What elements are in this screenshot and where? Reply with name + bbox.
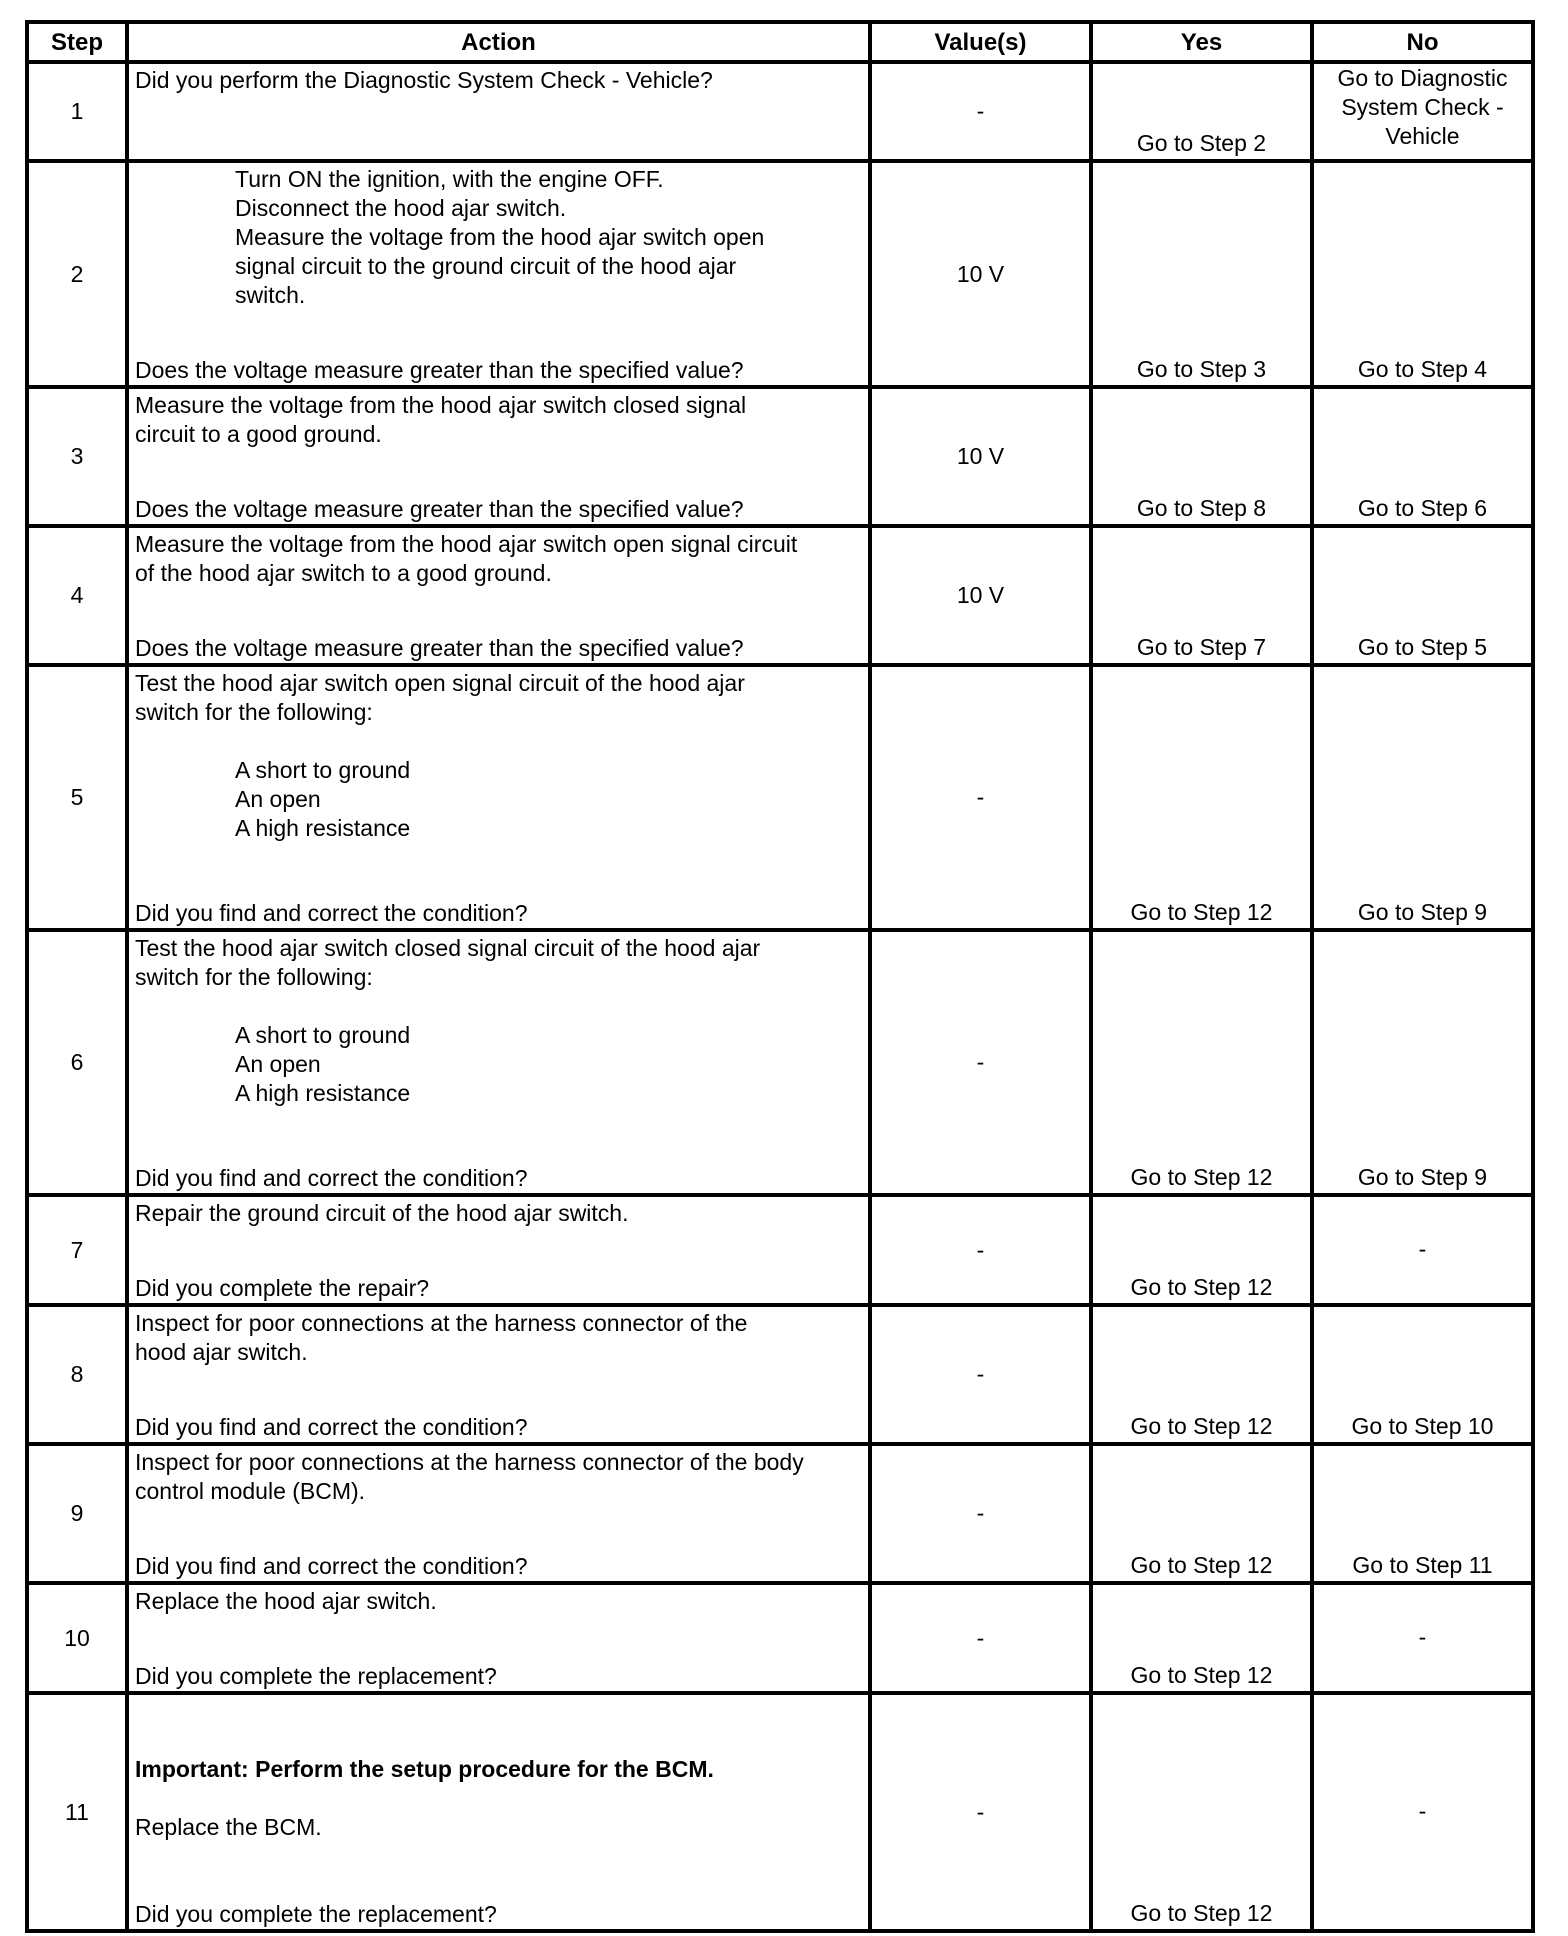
action-list-item: A high resistance <box>235 1080 411 1106</box>
no-cell: - <box>1312 1195 1533 1305</box>
table-row <box>27 1693 1533 1931</box>
action-list-item: switch. <box>235 282 306 308</box>
action-list-item: An open <box>235 1051 321 1077</box>
action-text: Did you perform the Diagnostic System Check - Vehicle? <box>135 67 713 93</box>
action-cell <box>127 1195 870 1305</box>
action-text: Test the hood ajar switch open signal circuit of the hood ajar <box>135 670 745 696</box>
yes-cell: Go to Step 2 <box>1091 62 1312 161</box>
yes-cell: Go to Step 12 <box>1091 930 1312 1195</box>
table-row <box>27 1305 1533 1444</box>
action-text: Test the hood ajar switch closed signal circuit of the hood ajar <box>135 935 761 961</box>
action-text: Inspect for poor connections at the harness connector of the <box>135 1310 748 1336</box>
action-list-item: A short to ground <box>235 1022 411 1048</box>
action-text: switch for the following: <box>135 699 373 725</box>
yes-cell: Go to Step 12 <box>1091 1195 1312 1305</box>
action-text: Measure the voltage from the hood ajar switch open signal circuit <box>135 531 798 557</box>
no-cell: Go to Step 6 <box>1312 387 1533 526</box>
action-question: Does the voltage measure greater than the specified value? <box>135 635 744 661</box>
yes-cell: Go to Step 8 <box>1091 387 1312 526</box>
no-line: Vehicle <box>1385 123 1460 149</box>
no-cell: Go to Step 11 <box>1312 1444 1533 1583</box>
action-question: Did you find and correct the condition? <box>135 1414 528 1440</box>
action-text: of the hood ajar switch to a good ground. <box>135 560 552 586</box>
no-cell: Go to Step 9 <box>1312 930 1533 1195</box>
action-cell <box>127 387 870 526</box>
action-question: Did you complete the repair? <box>135 1275 430 1301</box>
step-number: 3 <box>27 387 127 526</box>
yes-cell: Go to Step 12 <box>1091 1305 1312 1444</box>
header-action: Action <box>127 22 870 62</box>
table-row <box>27 62 1533 161</box>
action-cell <box>127 1583 870 1693</box>
no-cell <box>1312 62 1533 161</box>
step-number: 11 <box>27 1693 127 1931</box>
action-list-item: A short to ground <box>235 757 411 783</box>
action-question: Did you find and correct the condition? <box>135 1553 528 1579</box>
value-cell: - <box>870 1195 1091 1305</box>
action-text: switch for the following: <box>135 964 373 990</box>
header-row <box>27 22 1533 62</box>
table-row <box>27 1444 1533 1583</box>
yes-cell: Go to Step 12 <box>1091 1583 1312 1693</box>
header-no: No <box>1312 22 1533 62</box>
no-cell: Go to Step 10 <box>1312 1305 1533 1444</box>
table-row <box>27 930 1533 1195</box>
action-cell <box>127 62 870 161</box>
action-text: Measure the voltage from the hood ajar switch closed signal <box>135 392 747 418</box>
action-question: Does the voltage measure greater than the specified value? <box>135 496 744 522</box>
action-question: Did you find and correct the condition? <box>135 900 528 926</box>
action-list-item: An open <box>235 786 321 812</box>
action-question: Does the voltage measure greater than the specified value? <box>135 357 744 383</box>
yes-cell: Go to Step 12 <box>1091 1693 1312 1931</box>
table-row <box>27 387 1533 526</box>
no-line: System Check - <box>1341 94 1504 120</box>
action-question: Did you find and correct the condition? <box>135 1165 528 1191</box>
value-cell: - <box>870 665 1091 930</box>
no-cell: Go to Step 5 <box>1312 526 1533 665</box>
action-cell <box>127 665 870 930</box>
no-cell: - <box>1312 1583 1533 1693</box>
yes-cell: Go to Step 7 <box>1091 526 1312 665</box>
action-question: Did you complete the replacement? <box>135 1901 497 1927</box>
action-list-item: Turn ON the ignition, with the engine OFF. <box>235 166 664 192</box>
yes-cell: Go to Step 12 <box>1091 665 1312 930</box>
action-cell <box>127 1693 870 1931</box>
table-row <box>27 1583 1533 1693</box>
value-cell: - <box>870 62 1091 161</box>
step-number: 7 <box>27 1195 127 1305</box>
action-text: circuit to a good ground. <box>135 421 382 447</box>
action-text: Replace the hood ajar switch. <box>135 1588 437 1614</box>
value-cell: - <box>870 930 1091 1195</box>
value-cell: 10 V <box>870 161 1091 387</box>
header-step: Step <box>27 22 127 62</box>
value-cell: 10 V <box>870 387 1091 526</box>
action-list-item: Measure the voltage from the hood ajar switch open <box>235 224 765 250</box>
no-cell: Go to Step 9 <box>1312 665 1533 930</box>
action-cell <box>127 1305 870 1444</box>
table-row <box>27 526 1533 665</box>
value-cell: - <box>870 1583 1091 1693</box>
step-number: 2 <box>27 161 127 387</box>
no-cell: Go to Step 4 <box>1312 161 1533 387</box>
action-cell <box>127 1444 870 1583</box>
step-number: 4 <box>27 526 127 665</box>
action-cell <box>127 930 870 1195</box>
table-row <box>27 1195 1533 1305</box>
value-cell: - <box>870 1305 1091 1444</box>
value-cell: 10 V <box>870 526 1091 665</box>
step-number: 10 <box>27 1583 127 1693</box>
table-row <box>27 161 1533 387</box>
value-cell: - <box>870 1444 1091 1583</box>
step-number: 1 <box>27 62 127 161</box>
action-text: hood ajar switch. <box>135 1339 308 1365</box>
action-question: Did you complete the replacement? <box>135 1663 497 1689</box>
step-number: 5 <box>27 665 127 930</box>
step-number: 6 <box>27 930 127 1195</box>
action-text: control module (BCM). <box>135 1478 366 1504</box>
action-text: Inspect for poor connections at the harness connector of the body <box>135 1449 804 1475</box>
action-cell <box>127 161 870 387</box>
action-text: Replace the BCM. <box>135 1814 322 1840</box>
header-values: Value(s) <box>870 22 1091 62</box>
step-number: 9 <box>27 1444 127 1583</box>
action-text: Repair the ground circuit of the hood ajar switch. <box>135 1200 629 1226</box>
value-cell: - <box>870 1693 1091 1931</box>
important-note: Important: Perform the setup procedure for the BCM. <box>135 1756 714 1782</box>
action-list-item: A high resistance <box>235 815 411 841</box>
action-cell <box>127 526 870 665</box>
step-number: 8 <box>27 1305 127 1444</box>
diagnostic-table <box>25 20 1535 1933</box>
yes-cell: Go to Step 3 <box>1091 161 1312 387</box>
action-list-item: signal circuit to the ground circuit of the hood ajar <box>235 253 737 279</box>
no-line: Go to Diagnostic <box>1337 65 1508 91</box>
no-cell: - <box>1312 1693 1533 1931</box>
action-list-item: Disconnect the hood ajar switch. <box>235 195 567 221</box>
yes-cell: Go to Step 12 <box>1091 1444 1312 1583</box>
table-row <box>27 665 1533 930</box>
header-yes: Yes <box>1091 22 1312 62</box>
